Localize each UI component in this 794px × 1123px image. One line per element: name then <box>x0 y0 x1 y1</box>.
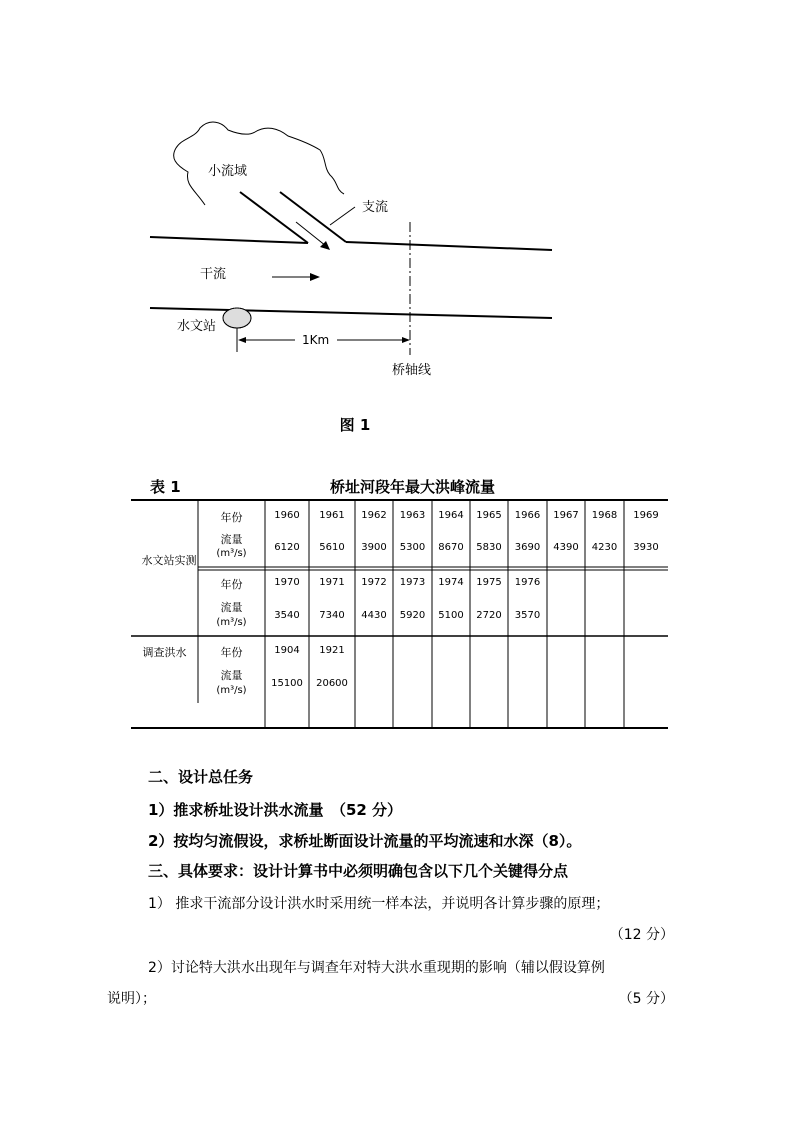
table-cell: 3900 <box>361 542 387 553</box>
requirement-1: 1） 推求干流部分设计洪水时采用统一样本法，并说明各计算步骤的原理； <box>148 896 610 912</box>
table-cell: 5920 <box>399 610 426 621</box>
table-cell: 1963 <box>399 510 426 521</box>
label-main-stream: 干流 <box>200 267 227 282</box>
table-cell: 5610 <box>319 542 345 553</box>
table-cell: 1960 <box>274 510 300 521</box>
row-year-label: 年份 <box>220 578 243 591</box>
group-station-label: 水文站实测 <box>141 554 197 567</box>
tributary-bank-1 <box>240 192 308 243</box>
row-unit-label: (m³/s) <box>216 617 247 628</box>
table-cell: 5300 <box>399 542 426 553</box>
row-flow-label: 流量 <box>220 669 243 682</box>
table-cell: 1962 <box>361 510 387 521</box>
table-label: 表 1 <box>150 478 181 496</box>
label-tributary: 支流 <box>362 200 389 215</box>
table-cell: 3690 <box>514 542 541 553</box>
table-cell: 1921 <box>319 645 345 656</box>
tributary-bank-2 <box>280 192 346 242</box>
group-survey-label: 调查洪水 <box>142 646 187 659</box>
table-cell: 4230 <box>591 542 618 553</box>
table-cell: 3540 <box>274 610 300 621</box>
label-station: 水文站 <box>177 319 217 334</box>
table-cell: 1976 <box>514 577 541 588</box>
table-cell: 1966 <box>514 510 541 521</box>
task-2: 2）按均匀流假设，求桥址断面设计流量的平均流速和水深（8）。 <box>148 832 582 850</box>
table-cell: 15100 <box>271 678 303 689</box>
upper-bank-right <box>346 242 552 250</box>
table-cell: 5830 <box>476 542 502 553</box>
label-distance: 1Km <box>302 333 330 347</box>
table-cell: 4390 <box>553 542 579 553</box>
label-bridge-axis: 桥轴线 <box>392 363 432 378</box>
figure-caption: 图 1 <box>339 416 371 434</box>
row-flow-label: 流量 <box>220 533 243 546</box>
table-cell: 1964 <box>438 510 464 521</box>
table-cell: 6120 <box>274 542 300 553</box>
table-cell: 1972 <box>361 577 387 588</box>
requirement-1-score: （12 分） <box>609 927 674 943</box>
requirement-2-score: （5 分） <box>618 991 674 1007</box>
row-unit-label: (m³/s) <box>216 548 247 559</box>
main-flow-arrow-icon <box>310 273 320 281</box>
table-cell: 1968 <box>591 510 618 521</box>
table-cell: 5100 <box>438 610 464 621</box>
upper-bank-left <box>150 237 308 243</box>
lower-bank <box>150 308 552 318</box>
section-3-title: 三、具体要求：设计计算书中必须明确包含以下几个关键得分点 <box>148 862 569 880</box>
requirement-2-line2: 说明）； <box>107 991 156 1007</box>
row-year-label: 年份 <box>220 511 243 524</box>
table-cell: 1969 <box>633 510 659 521</box>
table-cell: 3930 <box>633 542 659 553</box>
table-cell: 8670 <box>438 542 464 553</box>
table-cell: 4430 <box>361 610 387 621</box>
table-cell: 2720 <box>476 610 502 621</box>
basin-boundary <box>174 122 344 205</box>
table-cell: 20600 <box>316 678 348 689</box>
table-cell: 1961 <box>319 510 345 521</box>
table-cell: 3570 <box>514 610 541 621</box>
table-cell: 1904 <box>274 645 300 656</box>
table-cell: 1965 <box>476 510 502 521</box>
section-2-title: 二、设计总任务 <box>148 768 254 786</box>
table-cell: 7340 <box>319 610 345 621</box>
requirement-2-line1: 2）讨论特大洪水出现年与调查年对特大洪水重现期的影响（辅以假设算例 <box>148 960 605 976</box>
task-1: 1）推求桥址设计洪水流量 （52 分） <box>148 801 403 819</box>
row-unit-label: (m³/s) <box>216 685 247 696</box>
river-diagram <box>0 0 794 400</box>
label-small-basin: 小流域 <box>208 164 248 179</box>
table-cell: 1967 <box>553 510 579 521</box>
row-flow-label: 流量 <box>220 601 243 614</box>
table-cell: 1975 <box>476 577 502 588</box>
table-cell: 1971 <box>319 577 345 588</box>
table-title: 桥址河段年最大洪峰流量 <box>330 478 496 496</box>
row-year-label: 年份 <box>220 646 243 659</box>
table-cell: 1970 <box>274 577 300 588</box>
table-cell: 1974 <box>438 577 464 588</box>
table-cell: 1973 <box>399 577 426 588</box>
